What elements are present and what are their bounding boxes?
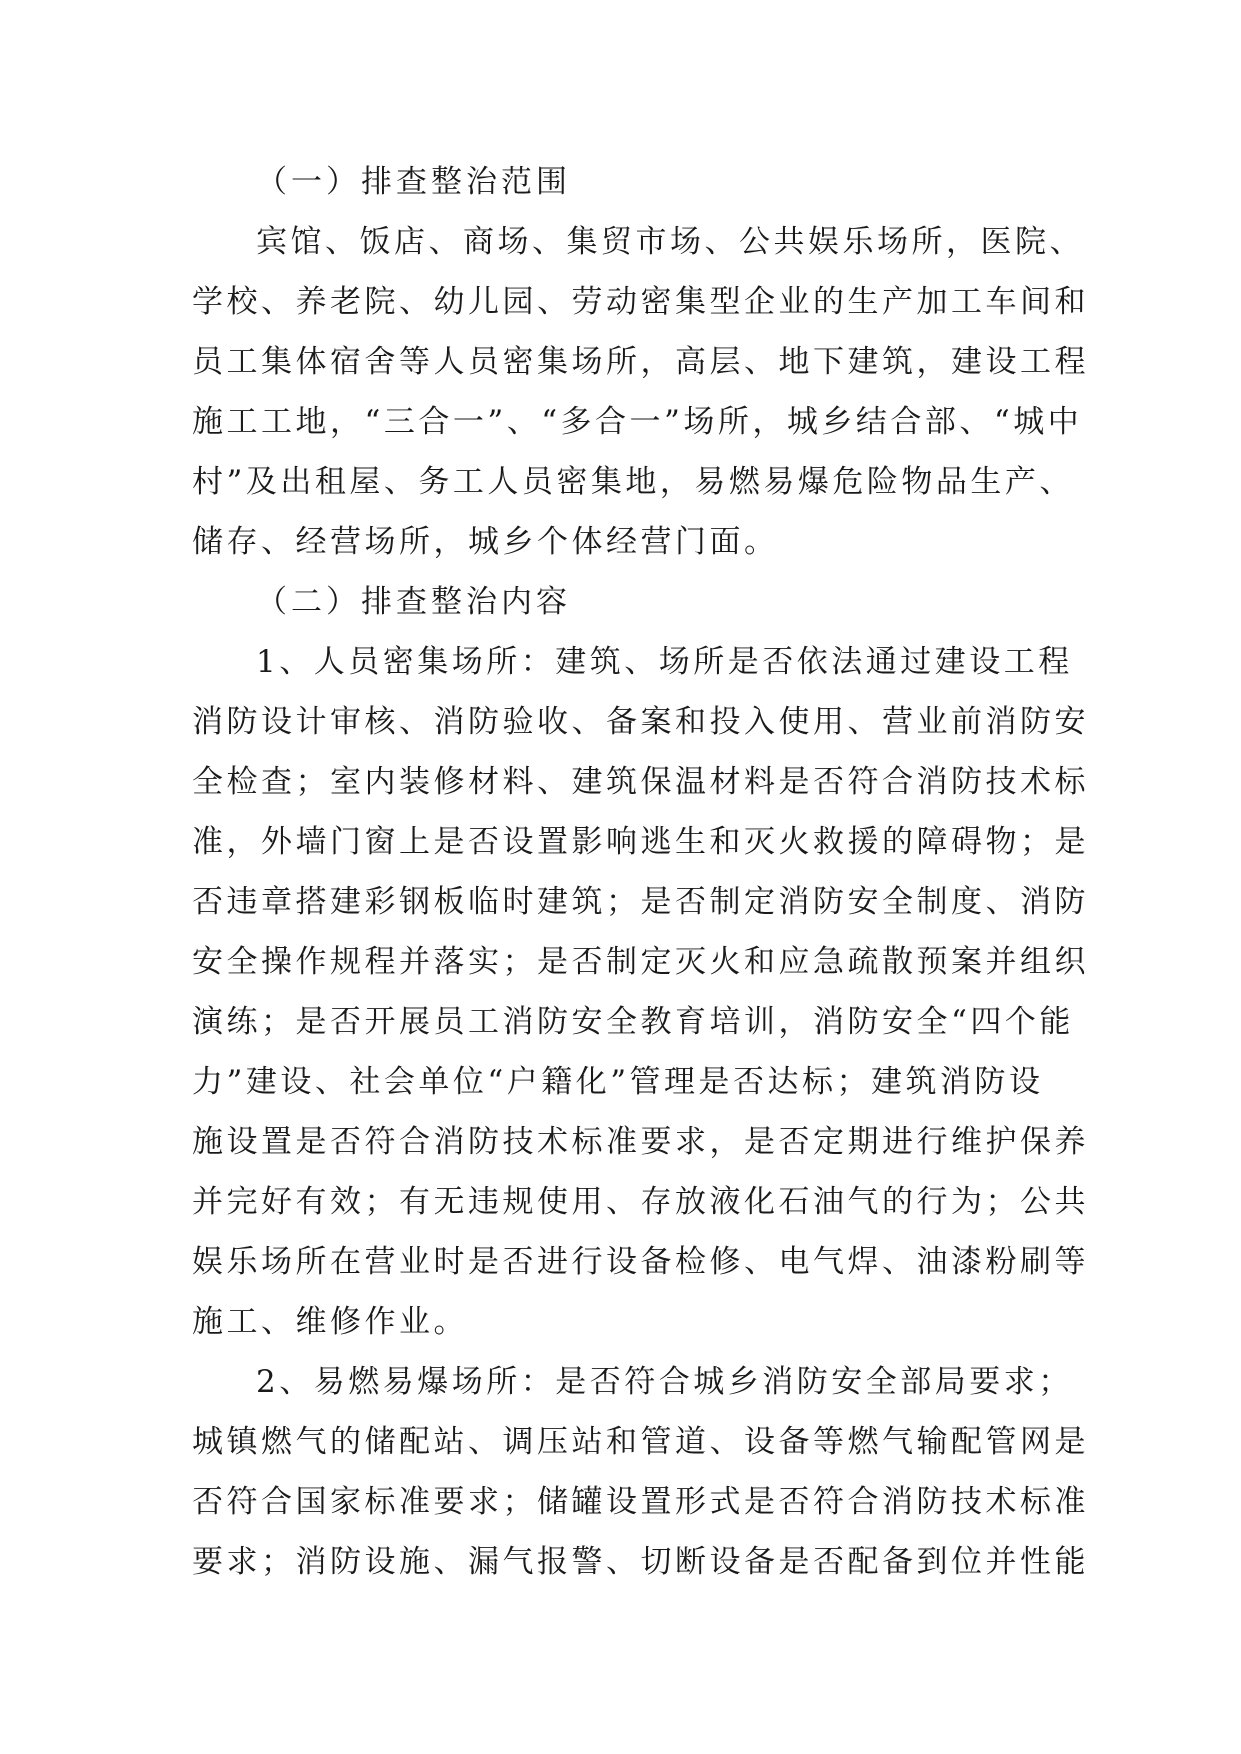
section-heading-scope: （一）排查整治范围 — [256, 164, 571, 200]
paragraph-line: 村”及出租屋、务工人员密集地，易燃易爆危险物品生产、 — [192, 464, 1074, 500]
paragraph-line: 储存、经营场所，城乡个体经营门面。 — [192, 524, 779, 560]
item-flammable-places — [192, 1352, 1089, 1592]
paragraph-line: 施设置是否符合消防技术标准要求，是否定期进行维护保养 — [192, 1124, 1089, 1160]
paragraph-line: 演练；是否开展员工消防安全教育培训，消防安全“四个能 — [192, 1004, 1074, 1040]
paragraph-line: 消防设计审核、消防验收、备案和投入使用、营业前消防安 — [192, 704, 1089, 740]
scope-paragraph — [192, 212, 1089, 572]
paragraph-line: 学校、养老院、幼儿园、劳动密集型企业的生产加工车间和 — [192, 284, 1089, 320]
paragraph-line: 安全操作规程并落实；是否制定灭火和应急疏散预案并组织 — [192, 944, 1089, 980]
paragraph-line: 宾馆、饭店、商场、集贸市场、公共娱乐场所，医院、 — [256, 224, 1084, 260]
paragraph-line: 力”建设、社会单位“户籍化”管理是否达标；建筑消防设 — [192, 1064, 1044, 1100]
item-crowded-places — [192, 632, 1089, 1352]
paragraph-line: 施工、维修作业。 — [192, 1304, 468, 1340]
paragraph-line: 要求；消防设施、漏气报警、切断设备是否配备到位并性能 — [192, 1544, 1089, 1580]
paragraph-line: 城镇燃气的储配站、调压站和管道、设备等燃气输配管网是 — [192, 1424, 1089, 1460]
paragraph-line: 员工集体宿舍等人员密集场所，高层、地下建筑，建设工程 — [192, 344, 1089, 380]
paragraph-line: 娱乐场所在营业时是否进行设备检修、电气焊、油漆粉刷等 — [192, 1244, 1089, 1280]
paragraph-line: 2、易燃易爆场所：是否符合城乡消防安全部局要求； — [256, 1364, 1073, 1400]
paragraph-line: 并完好有效；有无违规使用、存放液化石油气的行为；公共 — [192, 1184, 1089, 1220]
paragraph-line: 施工工地，“三合一”、“多合一”场所，城乡结合部、“城中 — [192, 404, 1083, 440]
paragraph-line: 全检查；室内装修材料、建筑保温材料是否符合消防技术标 — [192, 764, 1089, 800]
section-heading-content: （二）排查整治内容 — [256, 584, 571, 620]
paragraph-line: 否违章搭建彩钢板临时建筑；是否制定消防安全制度、消防 — [192, 884, 1089, 920]
document-body — [192, 152, 1089, 1592]
paragraph-line: 否符合国家标准要求；储罐设置形式是否符合消防技术标准 — [192, 1484, 1089, 1520]
paragraph-line: 1、人员密集场所：建筑、场所是否依法通过建设工程 — [256, 644, 1073, 680]
paragraph-line: 准，外墙门窗上是否设置影响逃生和灭火救援的障碍物；是 — [192, 824, 1089, 860]
